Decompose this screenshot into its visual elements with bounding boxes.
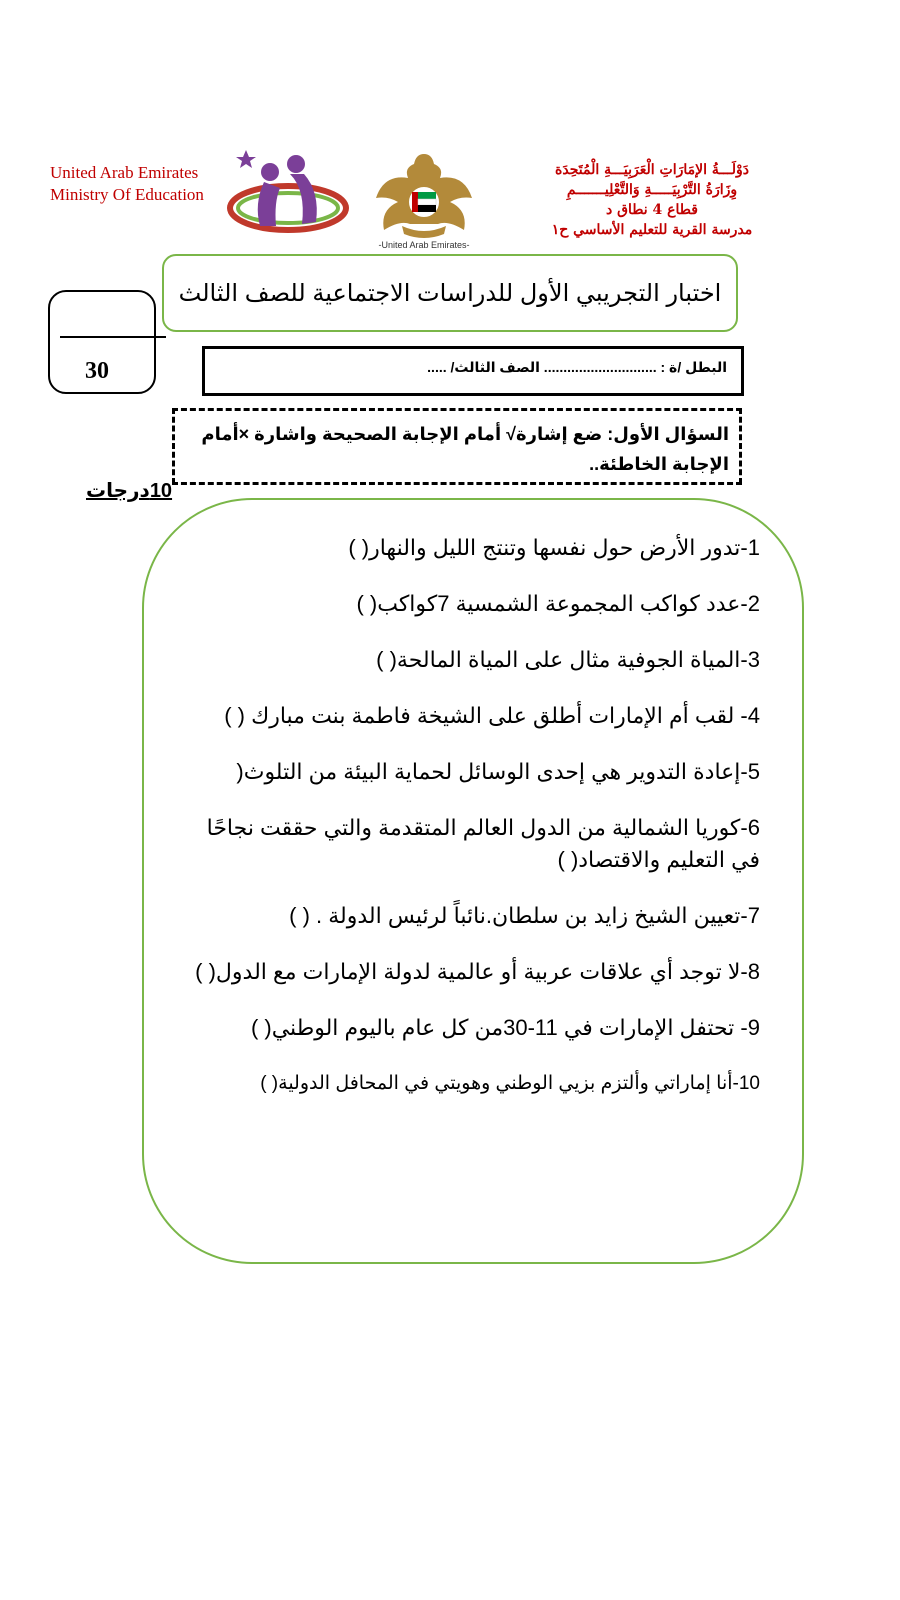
question-item: 6-كوريا الشمالية من الدول العالم المتقدمة والتي حققت نجاحًا في التعليم والاقتصاد( ) — [206, 815, 760, 872]
country-name-en: United Arab Emirates — [50, 163, 199, 182]
header-english — [50, 162, 204, 206]
question-item: 5-إعادة التدوير هي إحدى الوسائل لحماية البيئة من التلوث( — [236, 759, 760, 784]
question-list — [190, 532, 760, 1124]
instruction-dashed-border — [172, 482, 742, 485]
ministry-name-ar: وِزَارَةُ التَّرْبِيَـــــةِ وَالتَّعْلِيـــــــمِ — [566, 182, 738, 198]
question-item: 2-عدد كواكب المجموعة الشمسية 7كواكب( ) — [356, 591, 760, 616]
question-item: 10-أنا إماراتي وألتزم بزيي الوطني وهويتي في المحافل الدولية( ) — [260, 1073, 760, 1094]
question-item: 9- تحتفل الإمارات في 11-30من كل عام باليوم الوطني( ) — [250, 1015, 760, 1040]
question-item: 1-تدور الأرض حول نفسها وتنتج الليل والنهار( ) — [348, 535, 760, 560]
question-item: 7-تعيين الشيخ زايد بن سلطان.نائباً لرئيس الدولة . ( ) — [289, 903, 760, 928]
question-item: 3-المياة الجوفية مثال على المياة المالحة( ) — [376, 647, 760, 672]
student-info-box — [202, 346, 744, 396]
school-name: مدرسة القرية للتعليم الأساسي ح١ — [551, 222, 753, 238]
country-name-ar: دَوْلَـــةُ الإمَارَاتِ الْعَرَبِيَـــةِ الْمُتَحِدَة — [555, 162, 749, 178]
score-divider — [60, 336, 166, 338]
school-logo-icon — [224, 144, 354, 248]
question-marks: 10درجات — [86, 480, 173, 502]
question-instruction: السؤال الأول: ضع إشارة√ أمام الإجابة الصحيحة واشارة ×أمام الإجابة الخاطئة.. — [201, 424, 729, 474]
question-item: 4- لقب أم الإمارات أطلق على الشيخة فاطمة بنت مبارك ( ) — [224, 703, 760, 728]
uae-emblem-icon — [372, 150, 476, 252]
student-info-line: البطل /ة : ............................. الصف الثالث/ ..... — [427, 359, 727, 375]
emblem-caption: -United Arab Emirates- — [378, 240, 470, 250]
exam-title-box — [162, 254, 738, 332]
exam-title: اختبار التجريبي الأول للدراسات الاجتماعية للصف الثالث — [178, 279, 722, 307]
score-total: 30 — [85, 358, 109, 384]
ministry-name-en: Ministry Of Education — [50, 185, 204, 204]
question-item: 8-لا توجد أي علاقات عربية أو عالمية لدولة الإمارات مع الدول( ) — [195, 959, 760, 984]
question-instruction-box — [172, 408, 742, 484]
header-arabic — [522, 160, 782, 240]
sector-line: قطاع 4 نطاق د — [606, 202, 698, 218]
